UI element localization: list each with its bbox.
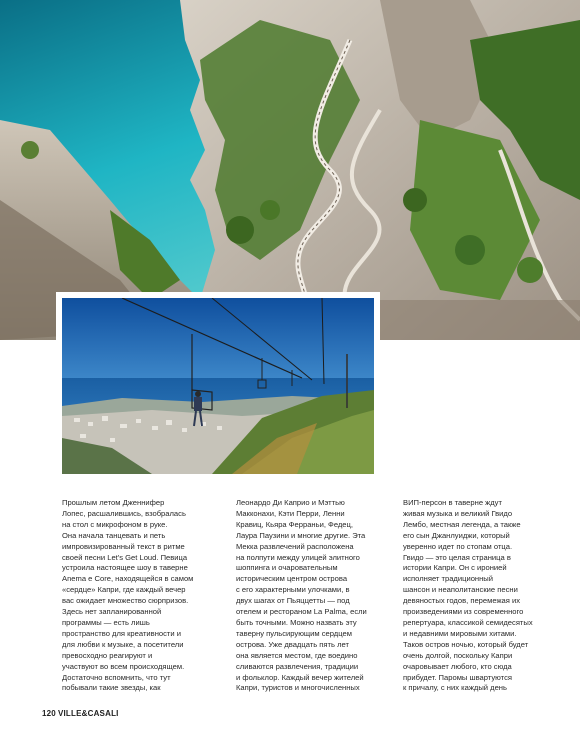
publication-name: VILLE&CASALI (57, 709, 119, 718)
page-number: 120 (42, 709, 56, 718)
column-3-paragraph: ВИП-персон в таверне ждут живая музыка и великий Гвидо Лембо, местная легенда, а также его сын Джанлуиджи, который уверенно идет по стопам отца. Гвидо — это целая страница в истории Капри. Он с иронией исполняет традиционный шансон и неаполитанские песни девяностых годов, перемежая их произведениями из современного репертуара, классикой семидесятых и недавними мировыми хитами. Таков остров ночью, который будет очень долгой, поскольку Капри очаровывает любого, кто сюда прибудет. Паромы швартуются к причалу, с них каждый день (403, 498, 533, 693)
text-column-1 (62, 498, 212, 694)
column-2-paragraph: Леонардо Ди Каприо и Мэттью Макконахи, Кэти Перри, Ленни Кравиц, Кьяра Ферраньи, Федец, Лаура Паузини и многие другие. Эта Мекка развлечений расположена на полпути между улицей элитного шоппинга и очаровательным историческим центром острова с его характерными улочками, в двух шагах от Пьяццетты — под отелем и рестораном La Palma, если быть точными. Можно назвать эту таверну пульсирующим сердцем острова. Уже двадцать пять лет она является местом, где воедино сливаются развлечения, традиции и фольклор. Каждый вечер жителей Капри, туристов и многочисленных (236, 498, 367, 693)
column-1-paragraph: Прошлым летом Дженнифер Лопес, расшалившись, взобралась на стол с микрофоном в руке. Она начала танцевать и петь импровизированный текст в ритме своей песни Let's Get Loud. Певица устроила настоящее шоу в таверне Anema e Core, находящейся в самом «сердце» Капри, где каждый вечер вас ожидает множество сюрпризов. Здесь нет запланированной программы — есть лишь пространство для креативности и для любви к музыке, а посетители превосходно реагируют и участвуют во всем происходящем. Достаточно вспомнить, что тут побывали такие звезды, как (62, 498, 194, 693)
page-footer (42, 709, 119, 718)
inset-photo-chairlift (56, 292, 380, 480)
text-column-2 (236, 498, 386, 694)
text-column-3 (403, 498, 553, 694)
hero-photo-via-krupp-coast (0, 0, 580, 340)
